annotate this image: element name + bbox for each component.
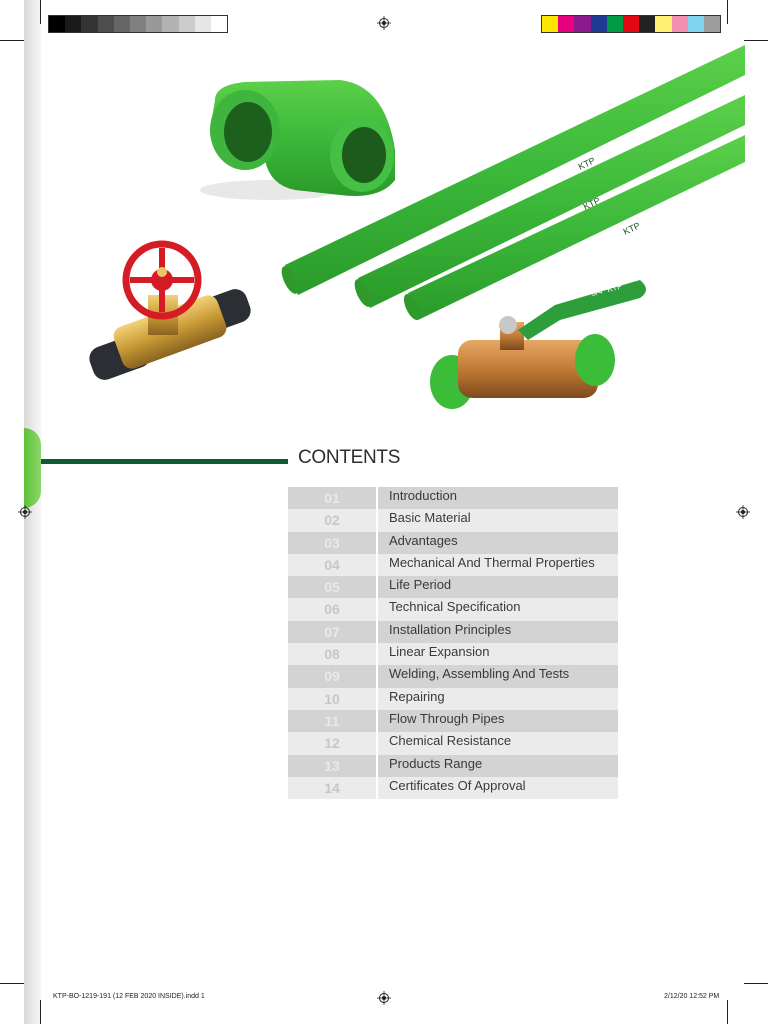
toc-number: 03 bbox=[288, 532, 376, 554]
toc-number: 07 bbox=[288, 621, 376, 643]
elbow-fitting bbox=[200, 80, 395, 200]
toc-number: 14 bbox=[288, 777, 376, 799]
registration-target-icon bbox=[377, 16, 391, 30]
toc-row[interactable] bbox=[288, 598, 618, 620]
toc-number: 01 bbox=[288, 487, 376, 509]
toc-row[interactable] bbox=[288, 755, 618, 777]
gate-valve bbox=[86, 244, 254, 383]
svg-text:KTP: KTP bbox=[621, 220, 642, 237]
toc-number: 06 bbox=[288, 598, 376, 620]
crop-mark bbox=[0, 983, 24, 984]
toc-label: Advantages bbox=[378, 532, 618, 554]
toc-row[interactable] bbox=[288, 621, 618, 643]
toc-label: Basic Material bbox=[378, 509, 618, 531]
crop-mark bbox=[727, 0, 728, 24]
crop-mark bbox=[40, 1000, 41, 1024]
toc-label: Flow Through Pipes bbox=[378, 710, 618, 732]
toc-label: Technical Specification bbox=[378, 598, 618, 620]
color-bar bbox=[541, 15, 721, 33]
toc-label: Installation Principles bbox=[378, 621, 618, 643]
toc-label: Life Period bbox=[378, 576, 618, 598]
toc-row[interactable] bbox=[288, 665, 618, 687]
toc-label: Linear Expansion bbox=[378, 643, 618, 665]
toc-number: 11 bbox=[288, 710, 376, 732]
contents-rule bbox=[41, 459, 288, 464]
toc-number: 05 bbox=[288, 576, 376, 598]
toc-number: 02 bbox=[288, 509, 376, 531]
toc-label: Introduction bbox=[378, 487, 618, 509]
toc-row[interactable] bbox=[288, 509, 618, 531]
toc-label: Products Range bbox=[378, 755, 618, 777]
svg-text:KTP: KTP bbox=[581, 195, 602, 212]
toc-row[interactable] bbox=[288, 532, 618, 554]
toc-number: 10 bbox=[288, 688, 376, 710]
toc-row[interactable] bbox=[288, 643, 618, 665]
registration-target-icon bbox=[18, 505, 32, 519]
toc-number: 13 bbox=[288, 755, 376, 777]
toc-number: 12 bbox=[288, 732, 376, 754]
crop-mark bbox=[0, 40, 24, 41]
toc-label: Welding, Assembling And Tests bbox=[378, 665, 618, 687]
timestamp-slug: 2/12/20 12:52 PM bbox=[664, 993, 720, 1000]
toc-row[interactable] bbox=[288, 554, 618, 576]
file-slug: KTP-BO-1219-191 (12 FEB 2020 INSIDE).indd 1 bbox=[53, 993, 205, 1000]
toc-label: Certificates Of Approval bbox=[378, 777, 618, 799]
toc-number: 08 bbox=[288, 643, 376, 665]
table-of-contents bbox=[288, 487, 618, 799]
svg-text:KTP: KTP bbox=[576, 155, 597, 172]
crop-mark bbox=[727, 1000, 728, 1024]
toc-row[interactable] bbox=[288, 576, 618, 598]
grayscale-bar bbox=[48, 15, 228, 33]
crop-mark bbox=[40, 0, 41, 24]
toc-label: Mechanical And Thermal Properties bbox=[378, 554, 618, 576]
ball-valve bbox=[430, 280, 646, 409]
green-tab-accent bbox=[24, 428, 41, 508]
toc-row[interactable] bbox=[288, 710, 618, 732]
toc-number: 09 bbox=[288, 665, 376, 687]
toc-row[interactable] bbox=[288, 487, 618, 509]
svg-text:3/4" KTP: 3/4" KTP bbox=[590, 281, 624, 298]
toc-label: Chemical Resistance bbox=[378, 732, 618, 754]
registration-target-icon bbox=[377, 991, 391, 1005]
toc-number: 04 bbox=[288, 554, 376, 576]
toc-row[interactable] bbox=[288, 777, 618, 799]
toc-row[interactable] bbox=[288, 688, 618, 710]
product-photo bbox=[40, 40, 748, 450]
toc-label: Repairing bbox=[378, 688, 618, 710]
registration-target-icon bbox=[736, 505, 750, 519]
page-title: CONTENTS bbox=[298, 447, 401, 468]
toc-row[interactable] bbox=[288, 732, 618, 754]
crop-mark bbox=[744, 983, 768, 984]
